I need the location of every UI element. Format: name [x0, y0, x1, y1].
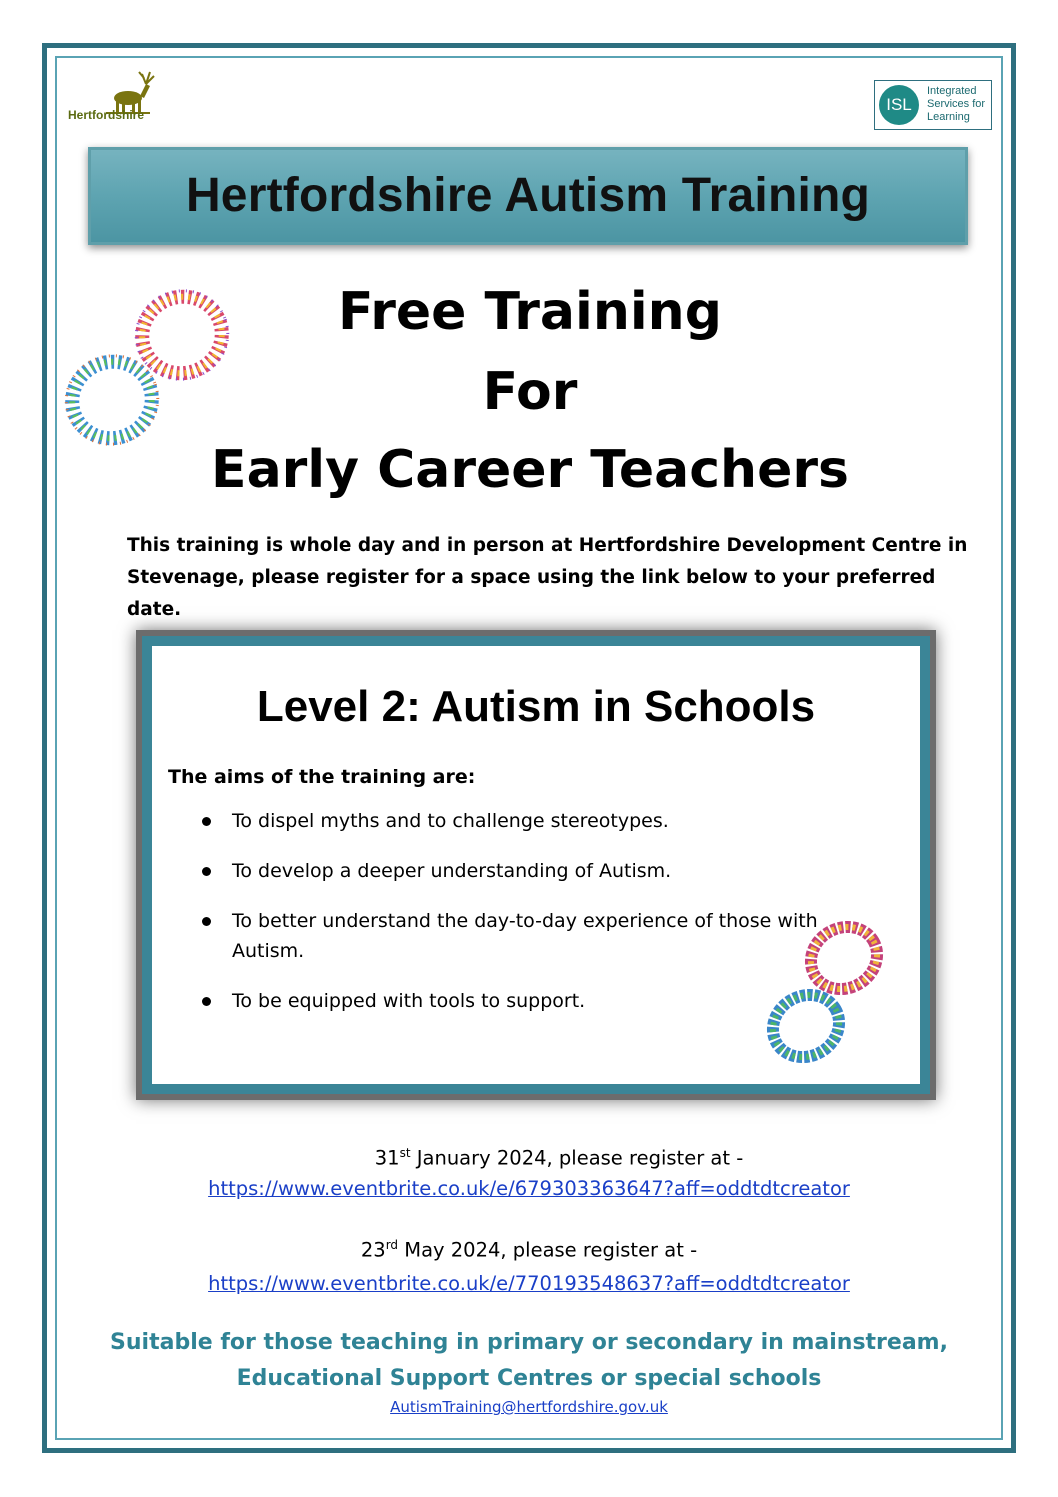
- aim-text: To dispel myths and to challenge stereotypes.: [232, 810, 669, 832]
- banner-title: Hertfordshire Autism Training: [185, 169, 871, 222]
- session-2-date: [0, 1238, 1058, 1262]
- headline-line-3: Early Career Teachers: [211, 440, 849, 500]
- hertfordshire-logo-text: Hertfordshire: [68, 108, 145, 122]
- list-item: [198, 986, 858, 1016]
- isl-logo: [874, 80, 992, 130]
- bullet-icon: [202, 817, 211, 826]
- isl-logo-circle: ISL: [879, 85, 919, 125]
- session-2-rest: May 2024, please register at -: [398, 1238, 698, 1262]
- session-1-day: 31: [374, 1146, 400, 1170]
- headline-line-2: For: [482, 362, 578, 422]
- suitability-line-2: Educational Support Centres or special schools: [236, 1366, 822, 1391]
- aim-text: To be equipped with tools to support.: [232, 990, 586, 1012]
- headline-line-1: Free Training: [338, 282, 722, 342]
- session-2-day: 23: [360, 1238, 386, 1262]
- bullet-icon: [202, 917, 211, 926]
- aim-text: To better understand the day-to-day experience of those with Autism.: [232, 910, 818, 962]
- bullet-icon: [202, 997, 211, 1006]
- aims-list: [198, 806, 858, 1036]
- session-1-suffix: st: [399, 1146, 411, 1160]
- title-banner: [88, 147, 968, 245]
- infinity-symbol-vertical-icon: [760, 918, 892, 1068]
- list-item: [198, 856, 858, 886]
- intro-paragraph: This training is whole day and in person at Hertfordshire Development Centre in Stevenage, please register for a space using the link below to your preferred date.: [127, 535, 968, 620]
- contact-email-link[interactable]: AutismTraining@hertfordshire.gov.uk: [390, 1398, 668, 1416]
- session-2-suffix: rd: [385, 1238, 399, 1252]
- aims-heading: The aims of the training are:: [168, 766, 476, 788]
- session-1-date: [0, 1146, 1058, 1170]
- course-title: Level 2: Autism in Schools: [256, 682, 816, 731]
- suitability-line-1: Suitable for those teaching in primary or secondary in mainstream,: [110, 1330, 948, 1355]
- isl-line-2: Services for: [927, 98, 986, 110]
- isl-line-3: Learning: [927, 111, 970, 123]
- session-2-link[interactable]: https://www.eventbrite.co.uk/e/770193548637?aff=oddtdtcreator: [208, 1272, 850, 1295]
- bullet-icon: [202, 867, 211, 876]
- isl-logo-text: [927, 85, 985, 124]
- suitability-note: [80, 1325, 978, 1397]
- session-1-rest: January 2024, please register at -: [410, 1146, 744, 1170]
- aim-text: To develop a deeper understanding of Autism.: [232, 860, 672, 882]
- isl-line-1: Integrated: [927, 85, 977, 97]
- list-item: [198, 806, 858, 836]
- session-1-link[interactable]: https://www.eventbrite.co.uk/e/679303363647?aff=oddtdtcreator: [208, 1177, 850, 1200]
- list-item: [198, 906, 858, 966]
